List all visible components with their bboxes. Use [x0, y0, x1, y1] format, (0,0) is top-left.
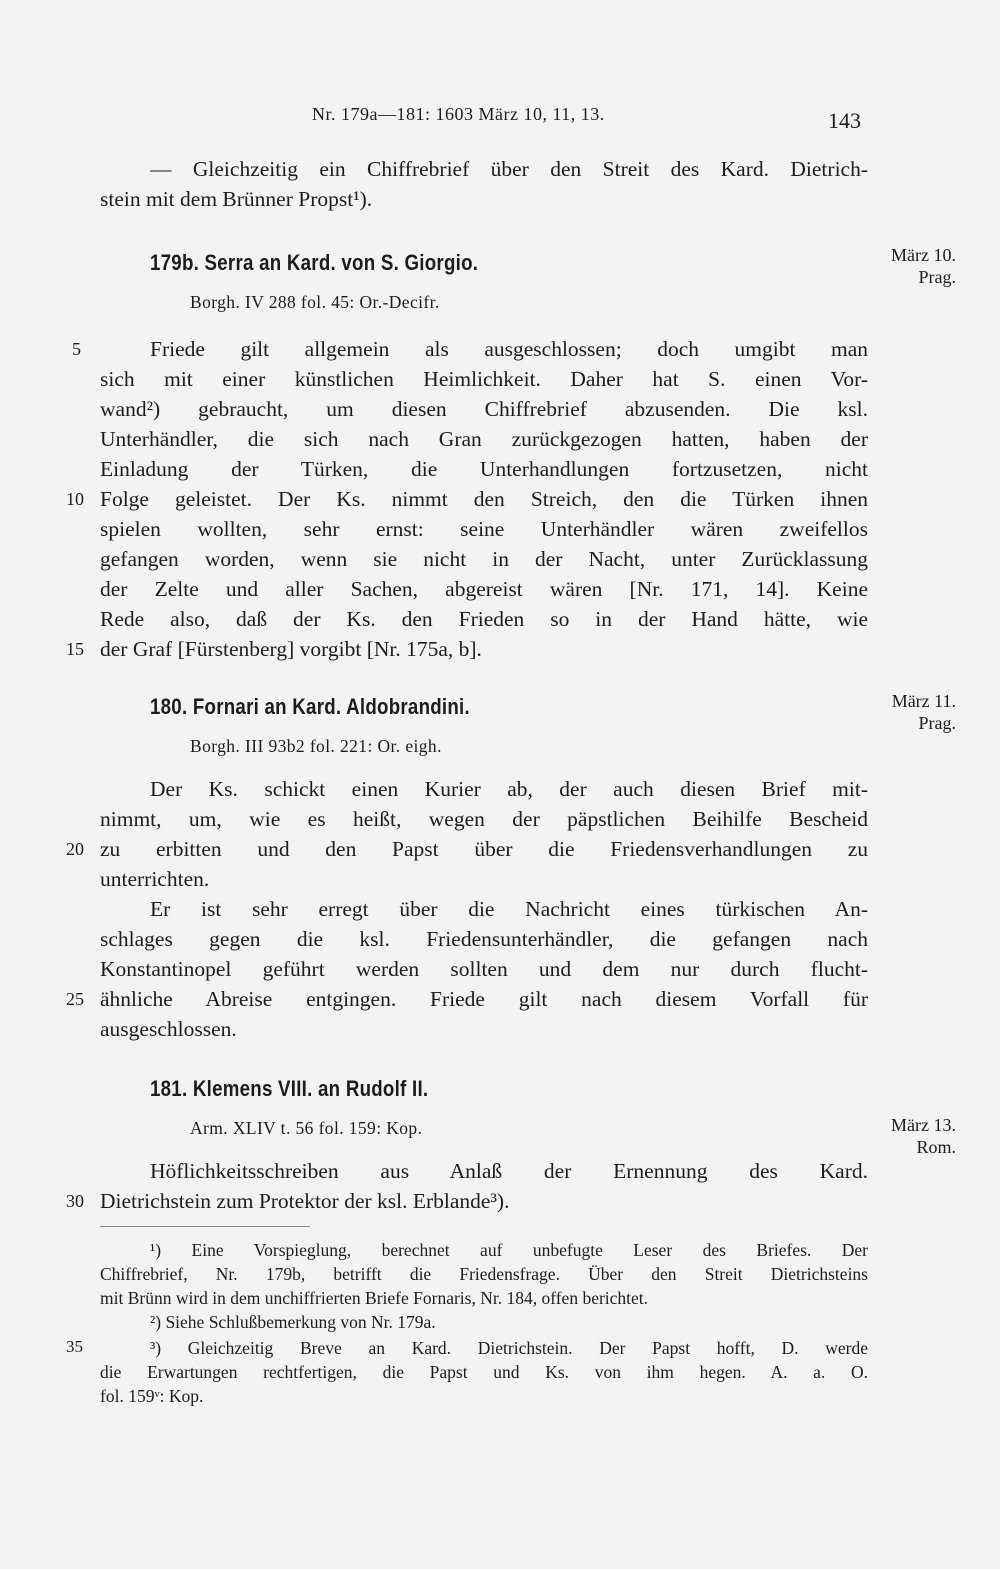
text-line: Einladung der Türken, die Unterhandlungen fortzusetzen, nicht [100, 457, 868, 481]
source-reference: Borgh. III 93b2 fol. 221: Or. eigh. [190, 736, 442, 756]
text-line: — Gleichzeitig ein Chiffrebrief über den Streit des Kard. Dietrich- [150, 157, 868, 181]
running-title: Nr. 179a—181: 1603 März 10, 11, 13. [312, 104, 605, 124]
text-line: wand²) gebraucht, um diesen Chiffrebrief abzusenden. Die ksl. [100, 397, 868, 421]
margin-place-text: Prag. [918, 267, 956, 287]
line-number: 5 [72, 339, 81, 359]
margin-date-text: März 10. [891, 245, 956, 265]
document-heading: 180. Fornari an Kard. Aldobrandini. [150, 694, 470, 719]
text-line: Friede gilt allgemein als ausgeschlossen; doch umgibt man [150, 337, 868, 361]
footnote-line: mit Brünn wird in dem unchiffrierten Briefe Fornaris, Nr. 184, offen berichtet. [100, 1288, 649, 1308]
line-number: 25 [66, 989, 84, 1009]
margin-date [874, 1114, 956, 1158]
footnote-line: ³) Gleichzeitig Breve an Kard. Dietrichstein. Der Papst hofft, D. werde [150, 1338, 868, 1358]
line-number: 20 [66, 839, 84, 859]
line-number: 15 [66, 639, 84, 659]
text-line: ähnliche Abreise entgingen. Friede gilt nach diesem Vorfall für [100, 987, 868, 1011]
text-line: gefangen worden, wenn sie nicht in der Nacht, unter Zurücklassung [100, 547, 868, 571]
source-reference: Arm. XLIV t. 56 fol. 159: Kop. [190, 1118, 423, 1138]
text-line: nimmt, um, wie es heißt, wegen der päpstlichen Beihilfe Bescheid [100, 807, 868, 831]
footnote-line: die Erwartungen rechtfertigen, die Papst und Ks. von ihm hegen. A. a. O. [100, 1362, 868, 1382]
margin-date-text: März 11. [891, 691, 956, 711]
footnote-line: fol. 159ᵛ: Kop. [100, 1386, 204, 1406]
text-line: ausgeschlossen. [100, 1017, 237, 1041]
line-number: 35 [66, 1337, 83, 1356]
text-line: unterrichten. [100, 867, 210, 891]
source-reference: Borgh. IV 288 fol. 45: Or.-Decifr. [190, 292, 440, 312]
page-number: 143 [828, 108, 861, 133]
text-line: Er ist sehr erregt über die Nachricht eines türkischen An- [150, 897, 868, 921]
document-heading: 181. Klemens VIII. an Rudolf II. [150, 1076, 429, 1101]
text-line: Höflichkeitsschreiben aus Anlaß der Ernennung des Kard. [150, 1159, 868, 1183]
document-heading: 179b. Serra an Kard. von S. Giorgio. [150, 250, 479, 275]
margin-date [874, 244, 956, 288]
footnote-line: ²) Siehe Schlußbemerkung von Nr. 179a. [150, 1312, 436, 1332]
line-number: 10 [66, 489, 84, 509]
text-line: der Graf [Fürstenberg] vorgibt [Nr. 175a, b]. [100, 637, 482, 661]
text-line: stein mit dem Brünner Propst¹). [100, 187, 373, 211]
text-line: schlages gegen die ksl. Friedensunterhändler, die gefangen nach [100, 927, 868, 951]
text-line: sich mit einer künstlichen Heimlichkeit. Daher hat S. einen Vor- [100, 367, 868, 391]
margin-date [874, 690, 956, 734]
text-line: Unterhändler, die sich nach Gran zurückgezogen hatten, haben der [100, 427, 868, 451]
margin-date-text: März 13. [891, 1115, 956, 1135]
line-number: 30 [66, 1191, 84, 1211]
text-line: zu erbitten und den Papst über die Friedensverhandlungen zu [100, 837, 868, 861]
text-line: spielen wollten, sehr ernst: seine Unterhändler wären zweifellos [100, 517, 868, 541]
text-line: Rede also, daß der Ks. den Frieden so in der Hand hätte, wie [100, 607, 868, 631]
footnote-line: ¹) Eine Vorspieglung, berechnet auf unbefugte Leser des Briefes. Der [150, 1240, 868, 1260]
text-line: der Zelte und aller Sachen, abgereist wären [Nr. 171, 14]. Keine [100, 577, 868, 601]
text-line: Folge geleistet. Der Ks. nimmt den Streich, den die Türken ihnen [100, 487, 868, 511]
footnote-line: Chiffrebrief, Nr. 179b, betrifft die Friedensfrage. Über den Streit Dietrichsteins [100, 1264, 868, 1284]
margin-place-text: Rom. [916, 1137, 956, 1157]
margin-place-text: Prag. [918, 713, 956, 733]
text-line: Dietrichstein zum Protektor der ksl. Erblande³). [100, 1189, 510, 1213]
text-line: Der Ks. schickt einen Kurier ab, der auch diesen Brief mit- [150, 777, 868, 801]
footnote-separator [100, 1226, 310, 1227]
text-line: Konstantinopel geführt werden sollten und dem nur durch flucht- [100, 957, 868, 981]
